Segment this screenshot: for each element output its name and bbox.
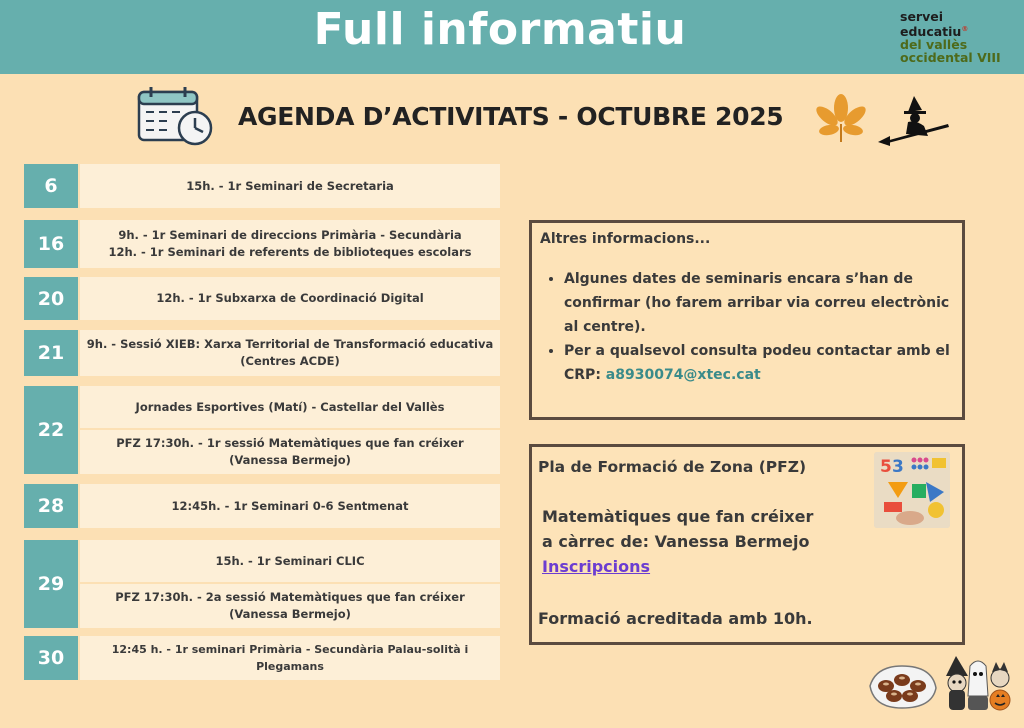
event-text: Jornades Esportives (Matí) - Castellar del Vallès	[135, 399, 445, 414]
pfz-accreditation: Formació acreditada amb 10h.	[538, 609, 813, 628]
autumn-leaf-icon	[815, 94, 867, 144]
event-text: PFZ 17:30h. - 1r sessió Matemàtiques que fan créixer	[116, 436, 464, 450]
event-block	[80, 386, 500, 428]
other-info-title: Altres informacions...	[540, 231, 711, 247]
event-text: (Centres ACDE)	[240, 354, 340, 368]
chestnuts-icon	[866, 656, 938, 712]
pfz-trainer: a càrrec de: Vanessa Bermejo	[542, 532, 810, 551]
day-number: 21	[24, 330, 78, 376]
svg-text:3: 3	[892, 457, 904, 477]
event-row-20	[24, 277, 500, 320]
event-text: PFZ 17:30h. - 2a sessió Matemàtiques que fan créixer	[115, 590, 465, 604]
event-row-30	[24, 636, 500, 680]
event-text: 12:45h. - 1r Seminari 0-6 Sentmenat	[171, 498, 409, 513]
brand-logo: servei educatiu® del vallès occidental VIII	[900, 9, 1001, 66]
inscripcions-link[interactable]: Inscripcions	[542, 557, 651, 576]
event-block	[80, 636, 500, 680]
day-number: 20	[24, 277, 78, 320]
event-block	[80, 164, 500, 208]
pfz-title: Pla de Formació de Zona (PFZ)	[538, 458, 807, 476]
math-toys-photo	[874, 452, 950, 528]
other-info-panel	[529, 220, 965, 420]
event-text: 12:45 h. - 1r seminari Primària - Secundària Palau-solità i Plegamans	[111, 643, 469, 673]
page-title: Full informatiu	[313, 4, 687, 55]
brand-line-3: del vallès	[900, 37, 968, 53]
event-row-29	[24, 540, 500, 628]
event-text: (Vanessa Bermejo)	[229, 453, 351, 467]
event-text: 9h. - Sessió XIEB: Xarxa Territorial de Transformació educativa	[86, 337, 494, 351]
info-bullet	[564, 339, 952, 387]
event-block	[80, 220, 500, 268]
calendar-clock-icon	[137, 86, 213, 146]
event-text: 15h. - 1r Seminari CLIC	[215, 553, 365, 568]
day-number: 30	[24, 636, 78, 680]
pfz-course-name: Matemàtiques que fan créixer	[542, 507, 814, 526]
day-number: 6	[24, 164, 78, 208]
event-row-28	[24, 484, 500, 528]
event-row-6	[24, 164, 500, 208]
brand-line-2: educatiu	[900, 24, 962, 40]
witch-on-broom-icon	[878, 94, 954, 146]
contact-email-link[interactable]: a8930074@xtec.cat	[605, 367, 761, 383]
info-bullet: • Algunes dates de seminaris encara s’han de confirmar (ho farem arribar via correu electrònic al centre).	[564, 267, 952, 339]
event-row-16	[24, 220, 500, 268]
event-block	[80, 540, 500, 582]
halloween-characters-icon	[944, 656, 1012, 712]
day-number: 22	[24, 386, 78, 474]
day-number: 16	[24, 220, 78, 268]
event-row-22	[24, 386, 500, 474]
event-block	[80, 330, 500, 376]
event-block	[80, 484, 500, 528]
brand-line-1: servei	[900, 9, 943, 24]
event-block	[80, 430, 500, 474]
event-text: 9h. - 1r Seminari de direccions Primària - Secundària	[118, 228, 462, 242]
event-text: 12h. - 1r Seminari de referents de biblioteques escolars	[108, 245, 472, 259]
event-text: 12h. - 1r Subxarxa de Coordinació Digital	[156, 291, 424, 305]
day-number: 29	[24, 540, 78, 628]
event-block	[80, 277, 500, 320]
info-bullet-text: Per a qualsevol consulta podeu contactar amb el CRP:	[564, 343, 950, 383]
day-number: 28	[24, 484, 78, 528]
event-block	[80, 584, 500, 628]
agenda-title: AGENDA D’ACTIVITATS - OCTUBRE 2025	[238, 102, 784, 131]
event-row-21	[24, 330, 500, 376]
event-text: (Vanessa Bermejo)	[229, 607, 351, 621]
event-text: 15h. - 1r Seminari de Secretaria	[186, 178, 394, 193]
header-bar	[0, 0, 1024, 74]
svg-text:5: 5	[880, 457, 892, 477]
brand-line-4: occidental VIII	[900, 50, 1001, 66]
